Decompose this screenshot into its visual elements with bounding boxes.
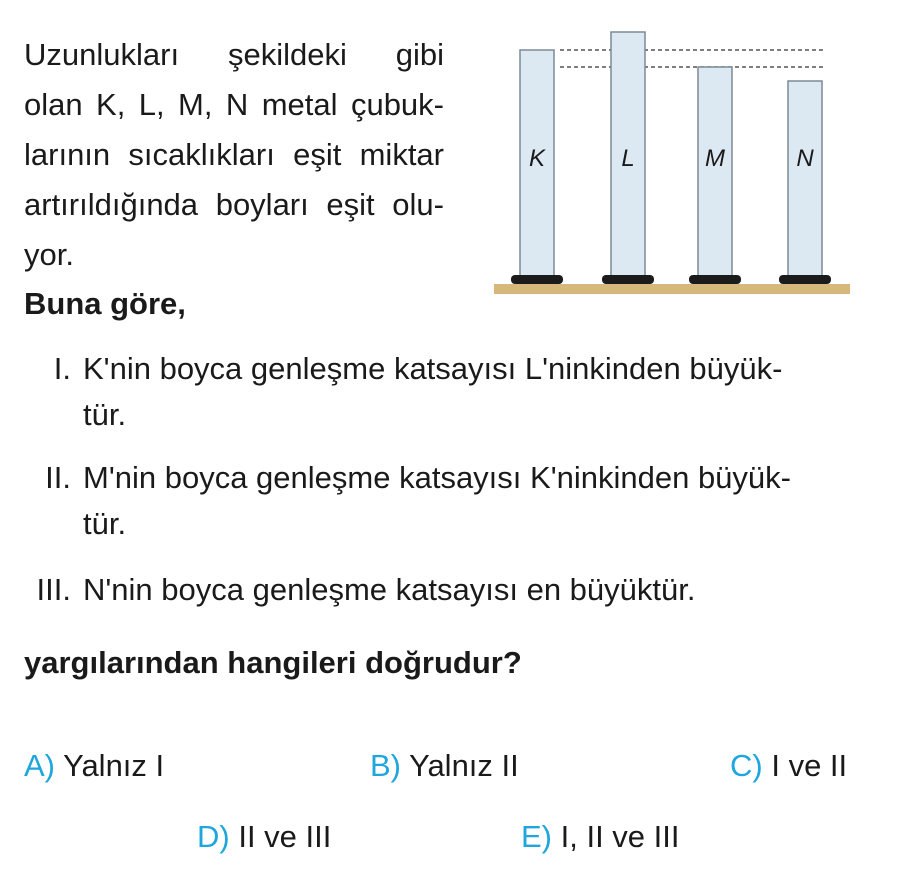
intro-line-4: artırıldığında boyları eşit olu- bbox=[24, 187, 444, 222]
statement-2-number: II. bbox=[45, 460, 71, 495]
rods-figure bbox=[490, 26, 852, 300]
option-d[interactable] bbox=[197, 814, 331, 860]
option-d-text: II ve III bbox=[238, 819, 332, 854]
rod-m bbox=[689, 67, 741, 284]
rod-l bbox=[602, 32, 654, 284]
rod-label-m: M bbox=[705, 145, 725, 172]
intro-line-5: yor. bbox=[24, 237, 74, 272]
lead-text: Buna göre, bbox=[24, 286, 186, 321]
option-e-letter: E) bbox=[521, 819, 552, 854]
rod-label-l: L bbox=[621, 145, 635, 172]
intro-line-3: larının sıcaklıkları eşit miktar bbox=[24, 137, 444, 172]
statement-2 bbox=[45, 455, 791, 547]
statement-2-line-1: M'nin boyca genleşme katsayısı K'ninkinden büyük- bbox=[83, 460, 791, 495]
option-c-letter: C) bbox=[730, 748, 763, 783]
statement-1-number: I. bbox=[53, 351, 71, 386]
option-a[interactable] bbox=[24, 743, 164, 789]
option-b-letter: B) bbox=[370, 748, 401, 783]
rod-k bbox=[511, 50, 563, 284]
option-c-text: I ve II bbox=[771, 748, 848, 783]
question-text: yargılarından hangileri doğrudur? bbox=[24, 645, 522, 680]
rod-label-k: K bbox=[528, 145, 546, 172]
option-b-text: Yalnız II bbox=[409, 748, 519, 783]
intro-line-1: Uzunlukları şekildeki gibi bbox=[24, 37, 444, 72]
option-c[interactable] bbox=[730, 743, 847, 789]
statement-3-line-1: N'nin boyca genleşme katsayısı en büyüktür. bbox=[83, 572, 696, 607]
statement-2-line-2: tür. bbox=[83, 506, 127, 541]
intro-paragraph bbox=[24, 30, 444, 280]
rod-label-n: N bbox=[796, 145, 814, 172]
statement-1 bbox=[53, 346, 783, 438]
option-a-letter: A) bbox=[24, 748, 55, 783]
statement-1-line-2: tür. bbox=[83, 397, 127, 432]
statement-1-line-1: K'nin boyca genleşme katsayısı L'ninkinden büyük- bbox=[83, 351, 783, 386]
option-d-letter: D) bbox=[197, 819, 230, 854]
statement-3-number: III. bbox=[36, 572, 71, 607]
option-a-text: Yalnız I bbox=[63, 748, 165, 783]
statement-3 bbox=[36, 567, 696, 613]
rod-n bbox=[779, 81, 831, 284]
floor bbox=[494, 284, 850, 294]
option-e-text: I, II ve III bbox=[560, 819, 680, 854]
option-b[interactable] bbox=[370, 743, 519, 789]
option-e[interactable] bbox=[521, 814, 680, 860]
intro-line-2: olan K, L, M, N metal çubuk- bbox=[24, 87, 444, 122]
